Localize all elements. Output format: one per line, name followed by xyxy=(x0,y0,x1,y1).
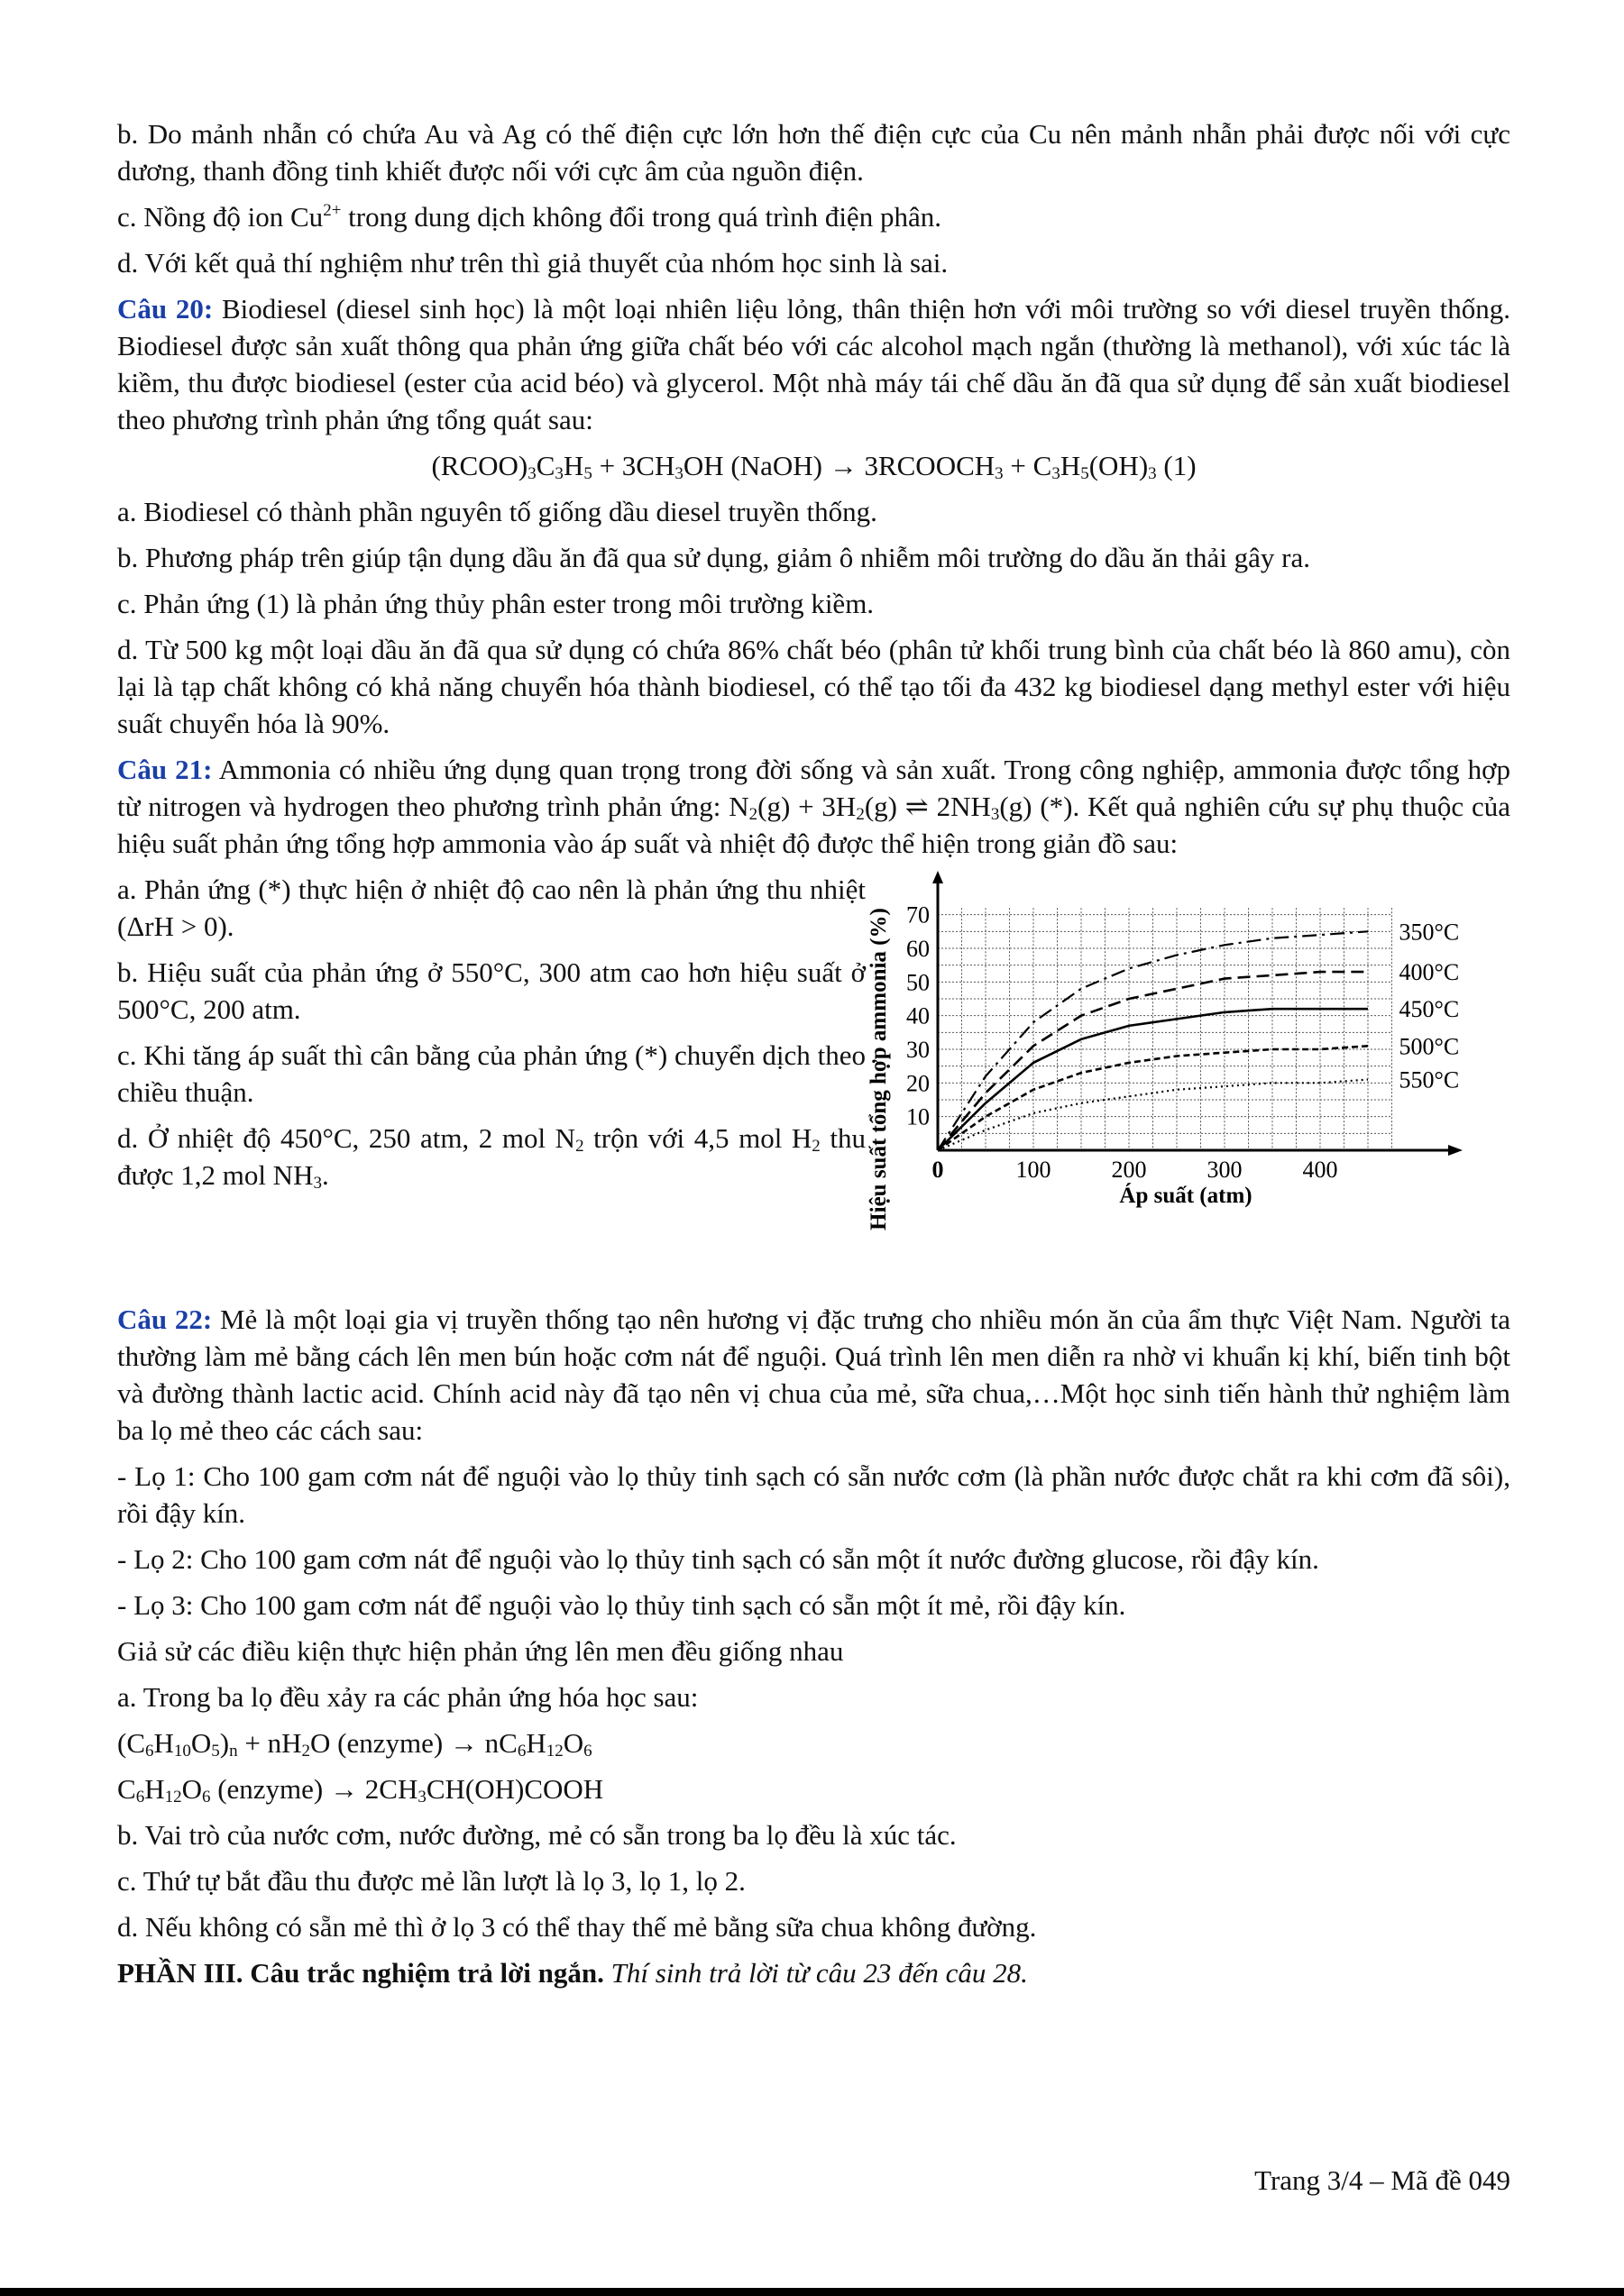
x-axis-label: Áp suất (atm) xyxy=(1119,1184,1252,1208)
q21-option-b: b. Hiệu suất của phản ứng ở 550°C, 300 atm cao hơn hiệu suất ở 500°C, 200 atm. xyxy=(117,956,866,1025)
y-tick-label: 70 xyxy=(906,901,930,928)
part3-heading xyxy=(117,1954,1510,1991)
series-label-400c: 400°C xyxy=(1399,959,1460,986)
q20-label: Câu 20: xyxy=(117,293,214,325)
q21-d-text: d. Ở nhiệt độ 450°C, 250 atm, 2 mol N xyxy=(117,1122,576,1154)
q19-c-text: c. Nồng độ ion Cu xyxy=(117,201,324,233)
q21-stem xyxy=(117,751,1510,862)
x-tick-label: 200 xyxy=(1111,1157,1147,1183)
q22-option-b: b. Vai trò của nước cơm, nước đường, mẻ có sẵn trong ba lọ đều là xúc tác. xyxy=(117,1819,957,1851)
x-tick-label: 0 xyxy=(931,1157,944,1183)
series-label-550c: 550°C xyxy=(1399,1066,1460,1093)
q22-label: Câu 22: xyxy=(117,1304,213,1335)
q21-option-d: d. Ở nhiệt độ 450°C, 250 atm, 2 mol $N_2$ trộn với 4,5 mol $H_2$ thu được 1,2 mol $NH_3$. xyxy=(117,1122,866,1193)
q21-options-with-chart xyxy=(117,871,1510,1292)
x-tick-label: 400 xyxy=(1302,1157,1338,1183)
q21-equation: $N_2(g) + 3H_2(g)$ ⇌ $2NH_3(g)$ xyxy=(729,791,1032,824)
q20-option-c: c. Phản ứng (1) là phản ứng thủy phân ester trong môi trường kiềm. xyxy=(117,588,875,619)
q20-option-a: a. Biodiesel có thành phần nguyên tố giống dầu diesel truyền thống. xyxy=(117,496,877,527)
series-line-500c xyxy=(938,1046,1368,1150)
q20-equation: $(RCOO)_3C_3H_5 + 3CH_3OH$ (NaOH) → $3RCOOCH_3 + C_3H_5(OH)_3$ (1) xyxy=(431,450,1197,483)
q20-text: Biodiesel (diesel sinh học) là một loại nhiên liệu lỏng, thân thiện hơn với môi trường so với diesel truyền thống. Biodiesel được sản xuất thông qua phản ứng giữa chất béo với các alcohol mạch ngắn (thường là methanol), với xúc tác là kiềm, thu được biodiesel (ester của acid béo) và glycerol. Một nhà máy tái chế dầu ăn đã qua sử dụng để sản xuất biodiesel theo phương trình phản ứng tổng quát sau: xyxy=(117,293,1511,435)
q22-assumption: Giả sử các điều kiện thực hiện phản ứng lên men đều giống nhau xyxy=(117,1635,844,1667)
q22-lo2: - Lọ 2: Cho 100 gam cơm nát để nguội vào lọ thủy tinh sạch có sẵn một ít nước đường glucose, rồi đậy kín. xyxy=(117,1543,1319,1575)
q22-text: Mẻ là một loại gia vị truyền thống tạo nên hương vị đặc trưng cho nhiều món ăn của ẩm thực Việt Nam. Người ta thường làm mẻ bằng cách lên men bún hoặc cơm nát để nguội. Quá trình lên men diễn ra nhờ vi khuẩn kị khí, biến tinh bột và đường thành lactic acid. Chính acid này đã tạo nên vị chua của mẻ, sữa chua,…Một học sinh tiến hành thử nghiệm làm ba lọ mẻ theo các cách sau: xyxy=(117,1304,1510,1446)
q22-equation-2: $C_6H_{12}O_6$ (enzyme) → $2CH_3CH(OH)COOH$ xyxy=(117,1773,604,1807)
q22-option-c: c. Thứ tự bắt đầu thu được mẻ lần lượt là lọ 3, lọ 1, lọ 2. xyxy=(117,1865,746,1897)
y-tick-label: 20 xyxy=(906,1070,930,1097)
q22-option-a: a. Trong ba lọ đều xảy ra các phản ứng hóa học sau: xyxy=(117,1681,699,1713)
chart-svg xyxy=(866,871,1510,1292)
eq2-condition: (enzyme) → xyxy=(210,1773,365,1805)
q21-option-c: c. Khi tăng áp suất thì cân bằng của phản ứng (*) chuyển dịch theo chiều thuận. xyxy=(117,1039,866,1108)
q19-option-b: b. Do mảnh nhẫn có chứa Au và Ag có thế điện cực lớn hơn thế điện cực của Cu nên mảnh nhẫn phải được nối với cực dương, thanh đồng tinh khiết được nối với cực âm của nguồn điện. xyxy=(117,118,1510,187)
q21-option-a: a. Phản ứng (*) thực hiện ở nhiệt độ cao nên là phản ứng thu nhiệt (ΔrH > 0). xyxy=(117,874,866,942)
part3-title: PHẦN III. Câu trắc nghiệm trả lời ngắn. xyxy=(117,1957,604,1989)
q21-text-end: (*). Kết quả nghiên cứu sự phụ thuộc của hiệu suất phản ứng tổng hợp ammonia vào áp suất và nhiệt độ được thể hiện trong giản đồ sau: xyxy=(117,791,1511,859)
exam-page xyxy=(117,115,1510,2000)
q20-option-d: d. Từ 500 kg một loại dầu ăn đã qua sử dụng có chứa 86% chất béo (phân tử khối trung bình của chất béo là 860 amu), còn lại là tạp chất không có khả năng chuyển hóa thành biodiesel, có thể tạo tối đa 432 kg biodiesel dạng methyl ester với hiệu suất chuyển hóa là 90%. xyxy=(117,634,1510,739)
q22-option-d: d. Nếu không có sẵn mẻ thì ở lọ 3 có thể thay thế mẻ bằng sữa chua không đường. xyxy=(117,1911,1037,1943)
q22-lo1: - Lọ 1: Cho 100 gam cơm nát để nguội vào lọ thủy tinh sạch có sẵn nước cơm (là phần nước được chắt ra khi cơm đã sôi), rồi đậy kín. xyxy=(117,1460,1510,1529)
x-axis-arrow xyxy=(1448,1145,1463,1156)
q19-option-c xyxy=(117,198,1510,235)
q21-options xyxy=(117,871,866,1203)
q21-d-text-end: thu được 1,2 mol NH xyxy=(117,1122,866,1191)
bottom-border xyxy=(0,2288,1624,2296)
y-tick-label: 30 xyxy=(906,1037,930,1063)
cu-charge: 2+ xyxy=(323,201,342,220)
y-tick-label: 40 xyxy=(906,1002,930,1029)
q19-option-d: d. Với kết quả thí nghiệm như trên thì giả thuyết của nhóm học sinh là sai. xyxy=(117,247,949,279)
ammonia-yield-chart xyxy=(866,871,1510,1292)
y-axis-arrow xyxy=(932,871,943,883)
series-label-500c: 500°C xyxy=(1399,1033,1460,1060)
q20-stem xyxy=(117,290,1510,438)
q21-text: Ammonia có nhiều ứng dụng quan trọng trong đời sống và sản xuất. Trong công nghiệp, ammonia được tổng hợp từ nitrogen và hydrogen theo phương trình phản ứng: xyxy=(117,754,1511,822)
q22-equation-1: $(C_6H_{10}O_5)_n + nH_2O$ (enzyme) → $nC_6H_{12}O_6$ xyxy=(117,1727,592,1761)
y-tick-label: 50 xyxy=(906,969,930,996)
q19-c-text-end: trong dung dịch không đổi trong quá trình điện phân. xyxy=(341,201,941,233)
q21-d-text-mid: trộn với 4,5 mol H xyxy=(583,1122,812,1154)
x-tick-label: 100 xyxy=(1015,1157,1051,1183)
series-label-450c: 450°C xyxy=(1399,996,1460,1023)
q21-label: Câu 21: xyxy=(117,754,213,785)
page-footer: Trang 3/4 – Mã đề 049 xyxy=(1254,2164,1510,2196)
series-label-350c: 350°C xyxy=(1399,919,1460,946)
y-axis-label: Hiệu suất tổng hợp ammonia (%) xyxy=(867,908,891,1230)
q22-lo3: - Lọ 3: Cho 100 gam cơm nát để nguội vào lọ thủy tinh sạch có sẵn một ít mẻ, rồi đậy kín. xyxy=(117,1589,1126,1621)
part3-instruction: Thí sinh trả lời từ câu 23 đến câu 28. xyxy=(603,1957,1028,1989)
q20-option-b: b. Phương pháp trên giúp tận dụng dầu ăn đã qua sử dụng, giảm ô nhiễm môi trường do dầu ăn thải gây ra. xyxy=(117,542,1310,573)
q22-stem xyxy=(117,1301,1510,1449)
y-tick-label: 60 xyxy=(906,936,930,962)
x-tick-label: 300 xyxy=(1207,1157,1243,1183)
y-tick-label: 10 xyxy=(906,1103,930,1130)
